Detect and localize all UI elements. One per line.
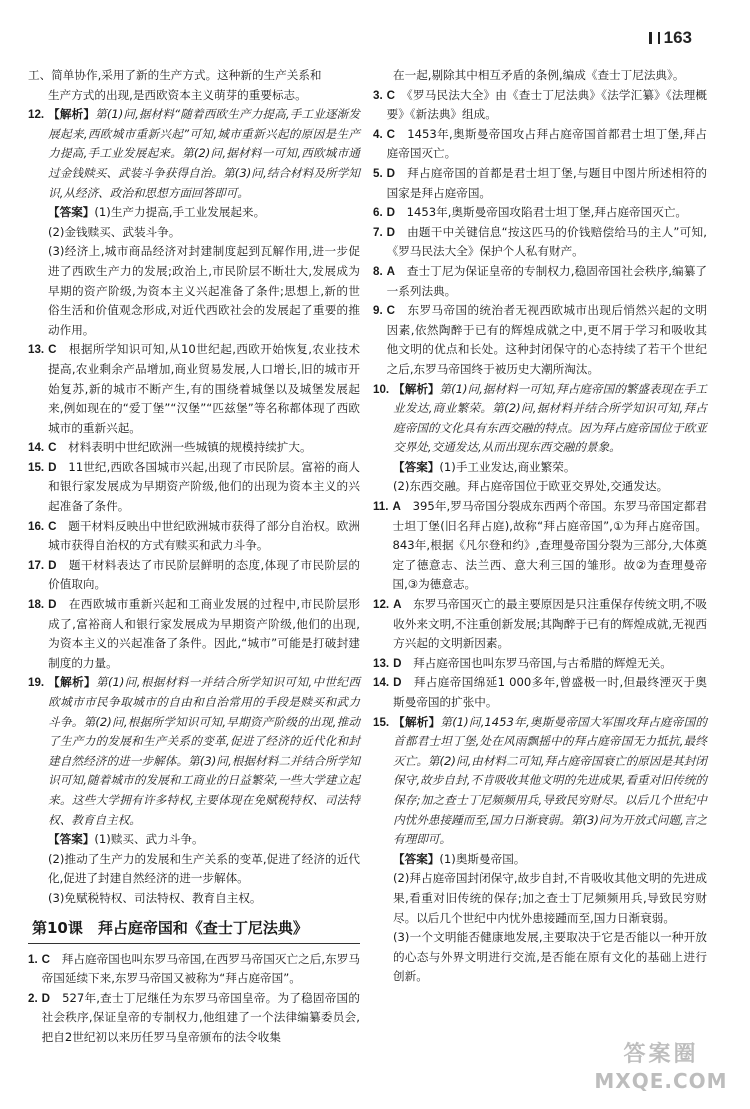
lesson-question-4: [373, 125, 707, 164]
answer-letter: D: [393, 656, 402, 670]
answer-line: (1)奥斯曼帝国。: [439, 851, 526, 866]
answer-letter: D: [386, 206, 396, 220]
question-number: 2.: [28, 991, 38, 1005]
answer-letter: D: [386, 225, 396, 239]
answer-letter: A: [392, 500, 401, 514]
answer-letter: C: [386, 127, 396, 141]
answer-letter: A: [386, 264, 396, 278]
question-number: 8.: [373, 264, 383, 278]
lesson-question-3: [373, 86, 707, 125]
question-number: 10.: [373, 382, 390, 396]
answer-line: (1)赎买、武力斗争。: [94, 832, 204, 847]
lesson-question-5: [373, 164, 707, 203]
answer-line: (3)免赋税特权、司法特权、教育自主权。: [48, 890, 262, 905]
answer-tag: 【答案】: [48, 205, 95, 220]
answer-block: [28, 830, 360, 850]
answer-line: (1)生产力提高,手工业发展起来。: [94, 205, 266, 220]
question-number: 7.: [373, 225, 383, 239]
question-number: 18.: [28, 598, 45, 612]
lesson-question-7: [373, 223, 707, 262]
answer-line: (3)经济上,城市商品经济对封建制度起到瓦解作用,进一步促进了西欧生产力的发展;政治上,市民阶层不断壮大,发展成为早期的资产阶级,为资本主义兴起准备了条件;思想上,新的世俗生活和价值观念形成,对近代西欧社会的发展起了重要的推动作用。: [48, 244, 360, 337]
explanation: 拜占庭帝国也叫东罗马帝国,与古希腊的辉煌无关。: [413, 655, 672, 670]
question-number: 12.: [28, 108, 45, 122]
lesson-question-15: [373, 713, 707, 850]
explanation: 在西欧城市重新兴起和工商业发展的过程中,市民阶层形成了,富裕商人和银行家发展成为早期资产阶级,他们的出现,为资本主义的兴起准备了条件。因此,“城市”可能是打破封建制度的力量。: [48, 597, 360, 670]
answer-line: (2)东西交融。拜占庭帝国位于欧亚交界处,交通发达。: [393, 479, 669, 494]
question-number: 12.: [373, 598, 390, 612]
lesson-question-8: [373, 262, 707, 301]
answer-line: (2)金钱赎买、武装斗争。: [48, 224, 181, 239]
question-number: 9.: [373, 304, 383, 318]
answer-letter: C: [48, 343, 57, 357]
explanation: 1453年,奥斯曼帝国攻占拜占庭帝国首都君士坦丁堡,拜占庭帝国灭亡。: [386, 126, 707, 161]
analysis-tag: 【解析】: [48, 107, 96, 122]
analysis-text: 第(1)问,1453年,奥斯曼帝国大军围攻拜占庭帝国的首都君士坦丁堡,处在风雨飘摇中的拜占庭帝国无力抵抗,最终灭亡。第(2)问,由材料二可知,拜占庭帝国衰亡的原因是其封闭保守,故步自封,不肯吸收其他文明的先进成果,看重对旧传统的保存;加之查士丁尼频频用兵,导致民穷财尽。以后几个世纪中内忧外患接踵而至,国力日渐衰弱。第(3)问为开放式问题,言之有理即可。: [393, 714, 707, 847]
question-number: 17.: [28, 558, 45, 572]
intro-line: 工、简单协作,采用了新的生产方式。这种新的生产关系和: [28, 68, 322, 82]
question-number: 5.: [373, 166, 383, 180]
answer-letter: D: [48, 558, 57, 572]
explanation: 《罗马民法大全》由《查士丁尼法典》《法学汇纂》《法理概要》《新法典》组成。: [386, 87, 707, 122]
analysis-text: 第(1)问,据材料“随着西欧生产力提高,手工业逐渐发展起来,西欧城市重新兴起”可知,城市重新兴起的原因是生产力提高,手工业发展起来。第(2)问,据材料一可知,西欧城市通过金钱赎买、武装斗争获得自治。第(3)问,结合材料及所学知识,从经济、政治和思想方面回答即可。: [48, 107, 360, 200]
page-number: 163: [649, 28, 692, 48]
question-number: 14.: [373, 676, 390, 690]
lesson-question-10: [373, 380, 707, 458]
question-14: [28, 438, 360, 458]
left-column: [28, 66, 360, 1048]
watermark-domain: MXQE.COM: [594, 1069, 728, 1093]
explanation: 由题干中关键信息“按这匹马的价钱赔偿给马的主人”可知,《罗马民法大全》保护个人私有财产。: [386, 224, 707, 259]
answer-line: (3)一个文明能否健康地发展,主要取决于它是否能以一种开放的心态与外界文明进行交流,是否能在原有文化的基础上进行创新。: [393, 930, 707, 984]
lesson-question-13: [373, 654, 707, 674]
explanation: 东罗马帝国灭亡的最主要原因是只注重保存传统文明,不吸收外来文明,不注重创新发展;其陶醉于已有的辉煌成就,无视西方兴起的文明新因素。: [393, 597, 707, 651]
watermark-text: 答案圈: [623, 1042, 699, 1067]
question-number: 3.: [373, 88, 383, 102]
question-number: 4.: [373, 127, 383, 141]
question-number: 16.: [28, 519, 45, 533]
lesson-question-2: [28, 989, 360, 1048]
lesson-question-9: [373, 301, 707, 379]
explanation: 527年,查士丁尼继任为东罗马帝国皇帝。为了稳固帝国的社会秩序,保证皇帝的专制权力,他组建了一个法律编纂委员会,把自2世纪初以来历任罗马皇帝颁布的法令收集: [41, 990, 360, 1044]
question-19: [28, 673, 360, 830]
question-number: 14.: [28, 441, 45, 455]
question-number: 1.: [28, 952, 38, 966]
explanation: 11世纪,西欧各国城市兴起,出现了市民阶层。富裕的商人和银行家发展成为早期资产阶级,他们的出现为资本主义的兴起准备了条件。: [48, 459, 360, 514]
explanation: 题干材料表达了市民阶层鲜明的态度,体现了市民阶层的价值取向。: [48, 557, 360, 592]
question-17: [28, 556, 360, 595]
question-number: 13.: [373, 656, 390, 670]
answer-tag: 【答案】: [393, 851, 440, 866]
answer-letter: A: [393, 598, 402, 612]
answer-line: (2)拜占庭帝国封闭保守,故步自封,不肯吸收其他文明的先进成果,看重对旧传统的保存;加之查士丁尼频频用兵,导致民穷财尽。以后几个世纪中内忧外患接踵而至,国力日渐衰弱。: [393, 871, 707, 925]
answer-tag: 【答案】: [393, 459, 440, 474]
answer-letter: C: [48, 519, 57, 533]
answer-letter: D: [48, 460, 57, 474]
explanation: 拜占庭帝国也叫东罗马帝国,在西罗马帝国灭亡之后,东罗马帝国延续下来,东罗马帝国又被称为“拜占庭帝国”。: [41, 951, 360, 986]
answer-letter: C: [386, 304, 396, 318]
answer-block: [28, 203, 360, 223]
lesson-title: 第10课 拜占庭帝国和《查士丁尼法典》: [28, 915, 360, 944]
question-number: 15.: [373, 715, 390, 729]
watermark-logo: [586, 1041, 736, 1097]
explanation: 东罗马帝国的统治者无视西欧城市出现后悄然兴起的文明因素,依然陶醉于已有的辉煌成就之中,更不屑于学习和吸收其他文明的优点和长处。这种封闭保守的心态持续了若干个世纪之后,东罗马帝国终于被历史大潮所淘汰。: [386, 303, 707, 376]
question-number: 15.: [28, 460, 45, 474]
answer-letter: D: [41, 991, 51, 1005]
answer-line: (2)推动了生产力的发展和生产关系的变革,促进了经济的近代化,促进了封建自然经济的进一步解体。: [48, 851, 360, 886]
page-marker-icon: [649, 32, 660, 44]
intro-line: 生产方式的出现,是西欧资本主义萌芽的重要标志。: [48, 87, 307, 102]
answer-letter: C: [48, 441, 57, 455]
analysis-text: 第(1)问,根据材料一并结合所学知识可知,中世纪西欧城市市民争取城市的自由和自治常用的手段是赎买和武力斗争。第(2)问,根据所学知识可知,早期资产阶级的出现,推动了生产力的发展和生产关系的变革,促进了经济的近代化和封建自然经济的进一步解体。第(3)问,根据材料二并结合所学知识可知,随着城市的发展和工商业的日益繁荣,一些大学建立起来。这些大学拥有许多特权,主要体现在免赋税特权、司法特权、教育自主权。: [48, 675, 360, 827]
analysis-tag: 【解析】: [48, 675, 97, 690]
answer-letter: C: [41, 952, 51, 966]
right-column: [373, 66, 707, 987]
continued-line: 在一起,剔除其中相互矛盾的条例,编成《查士丁尼法典》。: [393, 68, 685, 82]
lesson-question-14: [373, 673, 707, 712]
question-number: 6.: [373, 206, 383, 220]
question-12: [28, 105, 360, 203]
answer-letter: D: [393, 676, 402, 690]
explanation: 根据所学知识可知,从10世纪起,西欧开始恢复,农业技术提高,农业剩余产品增加,商业贸易发展,人口增长,旧的城市开始复苏,新的城市不断产生,有的围绕着城堡以及城堡发展起来,例如现在的“爱丁堡”“汉堡”“匹兹堡”等名称都体现了西欧城市的重新兴起。: [48, 342, 360, 435]
lesson-question-6: [373, 203, 707, 223]
explanation: 题干材料反映出中世纪欧洲城市获得了部分自治权。欧洲城市获得自治权的方式有赎买和武力斗争。: [48, 518, 360, 553]
question-number: 13.: [28, 343, 45, 357]
analysis-tag: 【解析】: [393, 381, 440, 396]
answer-letter: D: [386, 166, 396, 180]
analysis-tag: 【解析】: [393, 714, 441, 729]
explanation: 查士丁尼为保证皇帝的专制权力,稳固帝国社会秩序,编纂了一系列法典。: [386, 263, 707, 298]
question-number: 11.: [373, 500, 389, 514]
question-number: 19.: [28, 676, 45, 690]
explanation: 拜占庭帝国的首都是君士坦丁堡,与题目中图片所述相符的国家是拜占庭帝国。: [386, 165, 707, 200]
answer-tag: 【答案】: [48, 832, 95, 847]
question-15: [28, 458, 360, 517]
question-13: [28, 340, 360, 438]
explanation: 拜占庭帝国绵延1 000多年,曾盛极一时,但最终湮灭于奥斯曼帝国的扩张中。: [393, 675, 707, 709]
answer-letter: C: [386, 88, 396, 102]
answer-letter: D: [48, 598, 57, 612]
explanation: 1453年,奥斯曼帝国攻陷君士坦丁堡,拜占庭帝国灭亡。: [406, 205, 688, 220]
lesson-question-12: [373, 595, 707, 654]
explanation: 395年,罗马帝国分裂成东西两个帝国。东罗马帝国定都君士坦丁堡(旧名拜占庭),故称“拜占庭帝国”,①为拜占庭帝国。843年,根据《凡尔登和约》,查理曼帝国分裂为三部分,大体奠定了德意志、法兰西、意大利三国的雏形。故②为查理曼帝国,③为德意志。: [392, 499, 707, 592]
answer-block: [373, 458, 707, 478]
lesson-question-1: [28, 950, 360, 989]
answer-block: [373, 850, 707, 870]
answer-line: (1)手工业发达,商业繁荣。: [439, 459, 576, 474]
explanation: 材料表明中世纪欧洲一些城镇的规模持续扩大。: [68, 440, 312, 455]
question-18: [28, 595, 360, 673]
question-16: [28, 517, 360, 556]
lesson-question-11: [373, 497, 707, 595]
analysis-text: 第(1)问,据材料一可知,拜占庭帝国的繁盛表现在手工业发达,商业繁荣。第(2)问,据材料并结合所学知识可知,拜占庭帝国的文化具有东西交融的特点。因为拜占庭帝国位于欧亚交界处,交通发达,从而出现东西交融的景象。: [393, 381, 707, 455]
